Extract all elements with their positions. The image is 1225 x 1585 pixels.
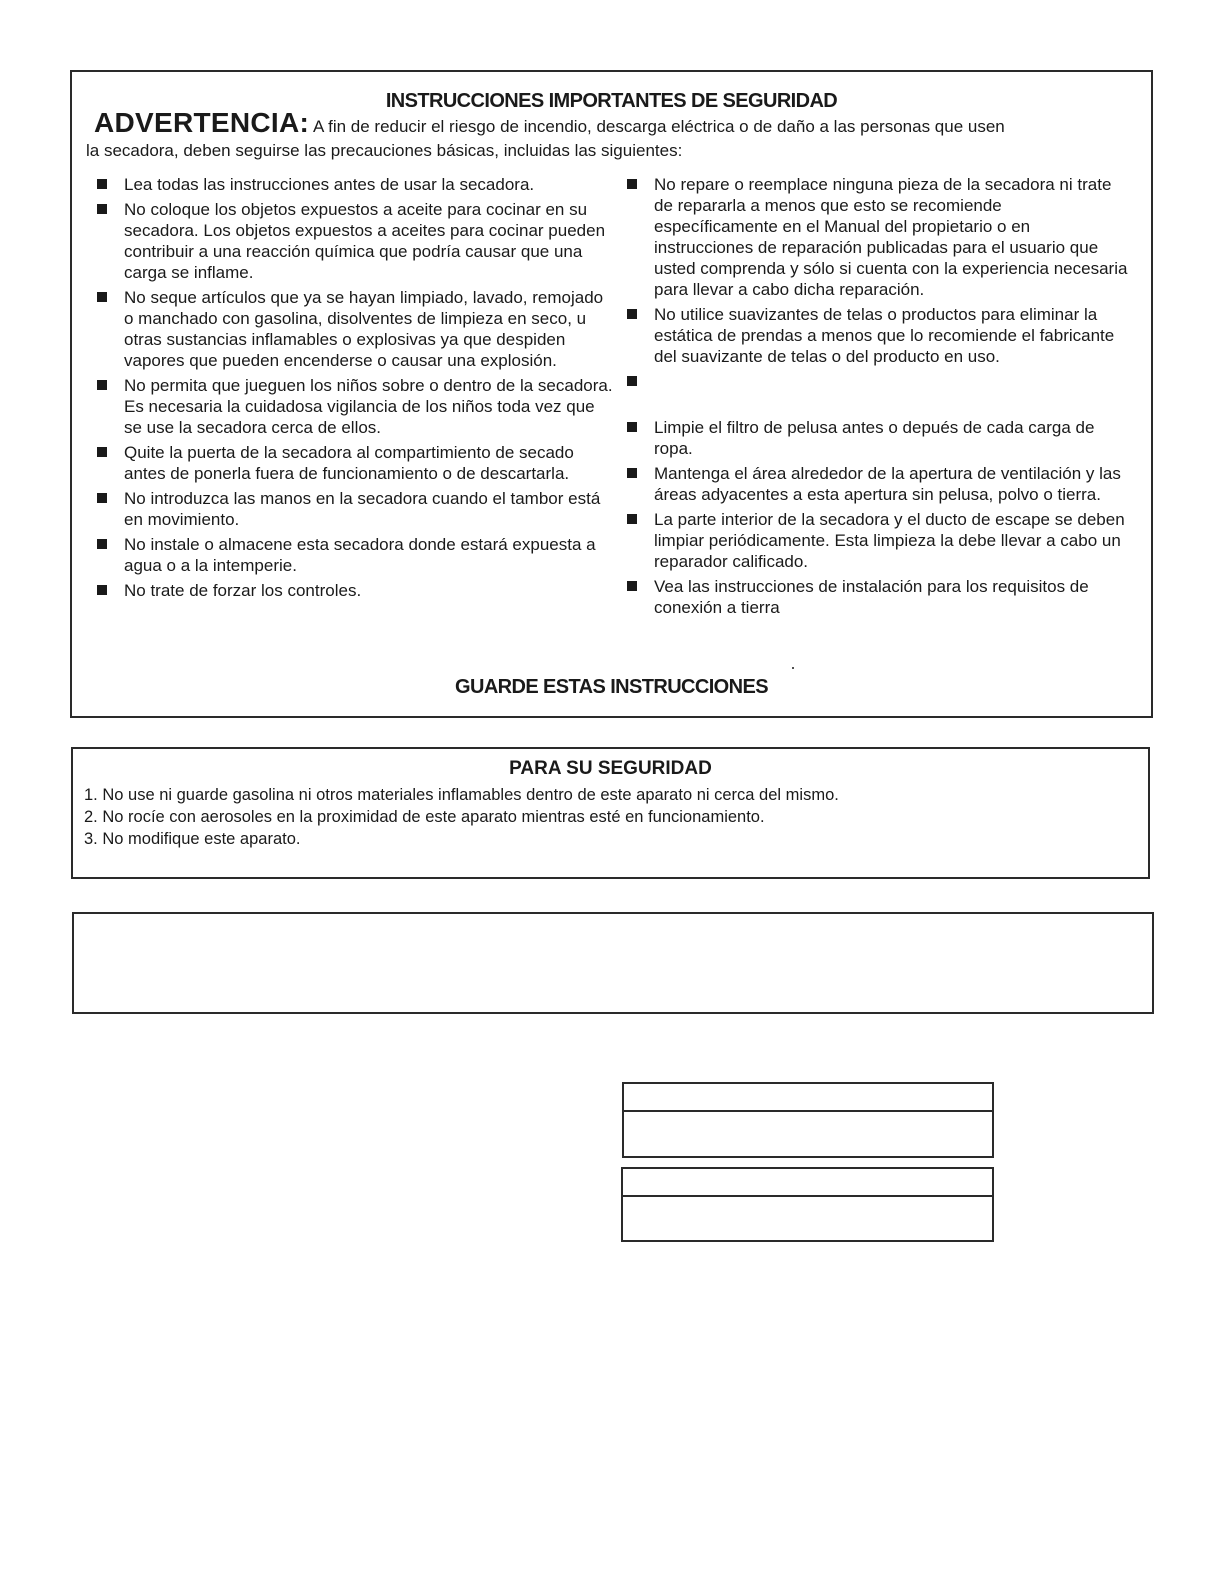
list-item: Limpie el filtro de pelusa antes o depués de cada carga de ropa.	[624, 417, 1129, 459]
safety-instructions-title: INSTRUCCIONES IMPORTANTES DE SEGURIDAD	[385, 90, 838, 112]
list-item: Quite la puerta de la secadora al compartimiento de secado antes de ponerla fuera de funcionamiento o de descartarla.	[94, 442, 614, 484]
square-bullet-icon	[627, 376, 637, 386]
square-bullet-icon	[627, 581, 637, 591]
list-item: No instale o almacene esta secadora donde estará expuesta a agua o a la intemperie.	[94, 534, 614, 576]
list-item: No permita que jueguen los niños sobre o dentro de la secadora. Es necesaria la cuidadosa vigilancia de los niños toda vez que se use la secadora cerca de ellos.	[94, 375, 614, 438]
warning-statement	[86, 107, 1126, 161]
list-item: No seque artículos que ya se hayan limpiado, lavado, remojado o manchado con gasolina, disolventes de limpieza en seco, u otras sustancias inflamables o explosivas ya que despiden vapores que pueden encenderse o causar una explosión.	[94, 287, 614, 371]
square-bullet-icon	[97, 447, 107, 457]
warning-line-2: la secadora, deben seguirse las precauciones básicas, incluidas las siguientes:	[86, 141, 683, 160]
square-bullet-icon	[97, 179, 107, 189]
for-your-safety-list	[84, 784, 839, 850]
warning-word: ADVERTENCIA:	[94, 107, 310, 138]
empty-table-1	[622, 1082, 994, 1158]
empty-notice-box	[72, 912, 1154, 1014]
square-bullet-icon	[97, 204, 107, 214]
save-instructions-footer: GUARDE ESTAS INSTRUCCIONES	[455, 676, 768, 698]
list-item: Lea todas las instrucciones antes de usar la secadora.	[94, 174, 614, 195]
stray-dot	[792, 667, 794, 669]
table-header-row	[624, 1084, 992, 1112]
list-item: 1. No use ni guarde gasolina ni otros materiales inflamables dentro de este aparato ni cerca del mismo.	[84, 786, 839, 804]
empty-table-2	[621, 1167, 994, 1242]
list-item: Mantenga el área alrededor de la apertura de ventilación y las áreas adyacentes a esta apertura sin pelusa, polvo o tierra.	[624, 463, 1129, 505]
square-bullet-icon	[627, 514, 637, 524]
square-bullet-icon	[97, 493, 107, 503]
list-item: No repare o reemplace ninguna pieza de la secadora ni trate de repararla a menos que esto se recomiende específicamente en el Manual del propietario o en instrucciones de reparación publicadas para el usuario que usted comprenda y sólo si cuenta con la experiencia necesaria para llevar a cabo dicha reparación.	[624, 174, 1129, 300]
square-bullet-icon	[97, 380, 107, 390]
square-bullet-icon	[97, 585, 107, 595]
list-item: 3. No modifique este aparato.	[84, 830, 301, 848]
list-item: No introduzca las manos en la secadora cuando el tambor está en movimiento.	[94, 488, 614, 530]
table-header-row	[623, 1169, 992, 1197]
list-item: Vea las instrucciones de instalación para los requisitos de conexión a tierra	[624, 576, 1129, 618]
list-item-empty	[624, 371, 1129, 413]
list-item: La parte interior de la secadora y el ducto de escape se deben limpiar periódicamente. Esta limpieza la debe llevar a cabo un reparador calificado.	[624, 509, 1129, 572]
safety-instructions-box	[70, 70, 1153, 718]
square-bullet-icon	[627, 422, 637, 432]
list-item: No utilice suavizantes de telas o productos para eliminar la estática de prendas a menos que lo recomiende el fabricante del suavizante de telas o del producto en uso.	[624, 304, 1129, 367]
square-bullet-icon	[97, 292, 107, 302]
square-bullet-icon	[627, 179, 637, 189]
list-item: 2. No rocíe con aerosoles en la proximidad de este aparato mientras esté en funcionamiento.	[84, 808, 765, 826]
right-instructions-list	[624, 174, 1129, 622]
list-item: No coloque los objetos expuestos a aceite para cocinar en su secadora. Los objetos expuestos a aceites para cocinar pueden contribuir a una reacción química que podría causar que una carga se inflame.	[94, 199, 614, 283]
square-bullet-icon	[627, 309, 637, 319]
square-bullet-icon	[97, 539, 107, 549]
square-bullet-icon	[627, 468, 637, 478]
warning-line-1: A fin de reducir el riesgo de incendio, descarga eléctrica o de daño a las personas que usen	[312, 117, 1005, 136]
for-your-safety-title: PARA SU SEGURIDAD	[509, 758, 712, 779]
for-your-safety-box	[71, 747, 1150, 879]
left-instructions-list	[94, 174, 614, 605]
list-item: No trate de forzar los controles.	[94, 580, 614, 601]
